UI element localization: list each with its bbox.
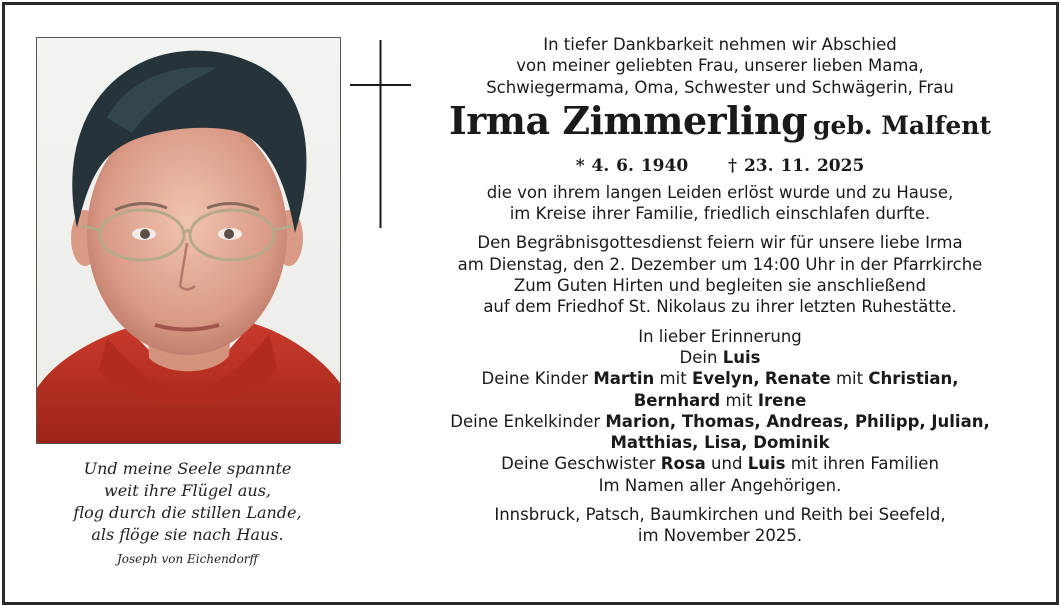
husband-name: Luis <box>722 347 761 367</box>
deceased-name-line <box>420 98 1020 152</box>
children-line-2 <box>420 390 1020 411</box>
death-date: † 23. 11. 2025 <box>728 155 865 176</box>
partner-name: Christian, <box>868 369 959 389</box>
children-prefix: Deine Kinder <box>481 369 589 389</box>
child-name: Martin <box>593 369 655 389</box>
husband-prefix: Dein <box>679 347 718 367</box>
poem-author: Joseph von Eichendorff <box>116 552 259 566</box>
service-line: Den Begräbnisgottesdienst feiern wir für unsere liebe Irma <box>477 233 963 253</box>
poem-line: Und meine Seele spannte <box>83 459 292 478</box>
sibling-name: Luis <box>747 454 786 474</box>
grandchildren-names: Matthias, Lisa, Dominik <box>610 433 830 453</box>
poem-line: flog durch die stillen Lande, <box>73 503 302 522</box>
partner-name: Evelyn, <box>691 369 760 389</box>
intro-line: Schwiegermama, Oma, Schwester und Schwägerin, Frau <box>486 77 954 97</box>
connector: mit <box>835 369 864 389</box>
service-line: Zum Guten Hirten und begleiten sie anschließend <box>513 276 927 296</box>
grandchildren-line-2 <box>420 432 1020 453</box>
passing-line: im Kreise ihrer Familie, friedlich einschlafen durfte. <box>509 204 931 224</box>
service-line: am Dienstag, den 2. Dezember um 14:00 Uhr in der Pfarrkirche <box>457 254 983 274</box>
passing-line: die von ihrem langen Leiden erlöst wurde und zu Hause, <box>486 182 954 202</box>
date-line: im November 2025. <box>637 526 803 546</box>
portrait-illustration <box>37 38 340 443</box>
husband-line <box>420 347 1020 368</box>
life-dates <box>420 154 1020 178</box>
connector: mit <box>725 390 753 410</box>
intro-line: von meiner geliebten Frau, unserer lieben Mama, <box>516 56 924 76</box>
poem-line: als flöge sie nach Haus. <box>91 525 284 544</box>
child-name: Renate <box>764 369 831 389</box>
siblings-suffix: mit ihren Familien <box>790 454 939 474</box>
poem-line: weit ihre Flügel aus, <box>104 481 271 500</box>
connector: und <box>711 454 743 474</box>
siblings-prefix: Deine Geschwister <box>501 454 656 474</box>
sibling-name: Rosa <box>660 454 706 474</box>
partner-name: Irene <box>757 390 807 410</box>
grandchildren-prefix: Deine Enkelkinder <box>450 411 601 431</box>
memory-heading: In lieber Erinnerung <box>638 326 802 346</box>
obituary-text <box>420 34 1020 547</box>
birth-name: geb. Malfent <box>812 110 991 140</box>
child-name: Bernhard <box>633 390 721 410</box>
children-line <box>420 368 1020 389</box>
grandchildren-line <box>420 411 1020 432</box>
relatives-line: Im Namen aller Angehörigen. <box>598 475 842 495</box>
deceased-name: Irma Zimmerling <box>449 97 808 143</box>
grandchildren-names: Marion, Thomas, Andreas, Philipp, Julian, <box>605 411 990 431</box>
place-line: Innsbruck, Patsch, Baumkirchen und Reith bei Seefeld, <box>494 505 946 525</box>
connector: mit <box>659 369 687 389</box>
poem <box>36 458 339 546</box>
intro-line: In tiefer Dankbarkeit nehmen wir Abschied <box>543 35 897 54</box>
service-line: auf dem Friedhof St. Nikolaus zu ihrer letzten Ruhestätte. <box>483 297 957 317</box>
portrait-photo <box>36 37 341 444</box>
birth-date: * 4. 6. 1940 <box>575 155 689 176</box>
cross-icon <box>350 40 412 230</box>
siblings-line <box>420 453 1020 474</box>
